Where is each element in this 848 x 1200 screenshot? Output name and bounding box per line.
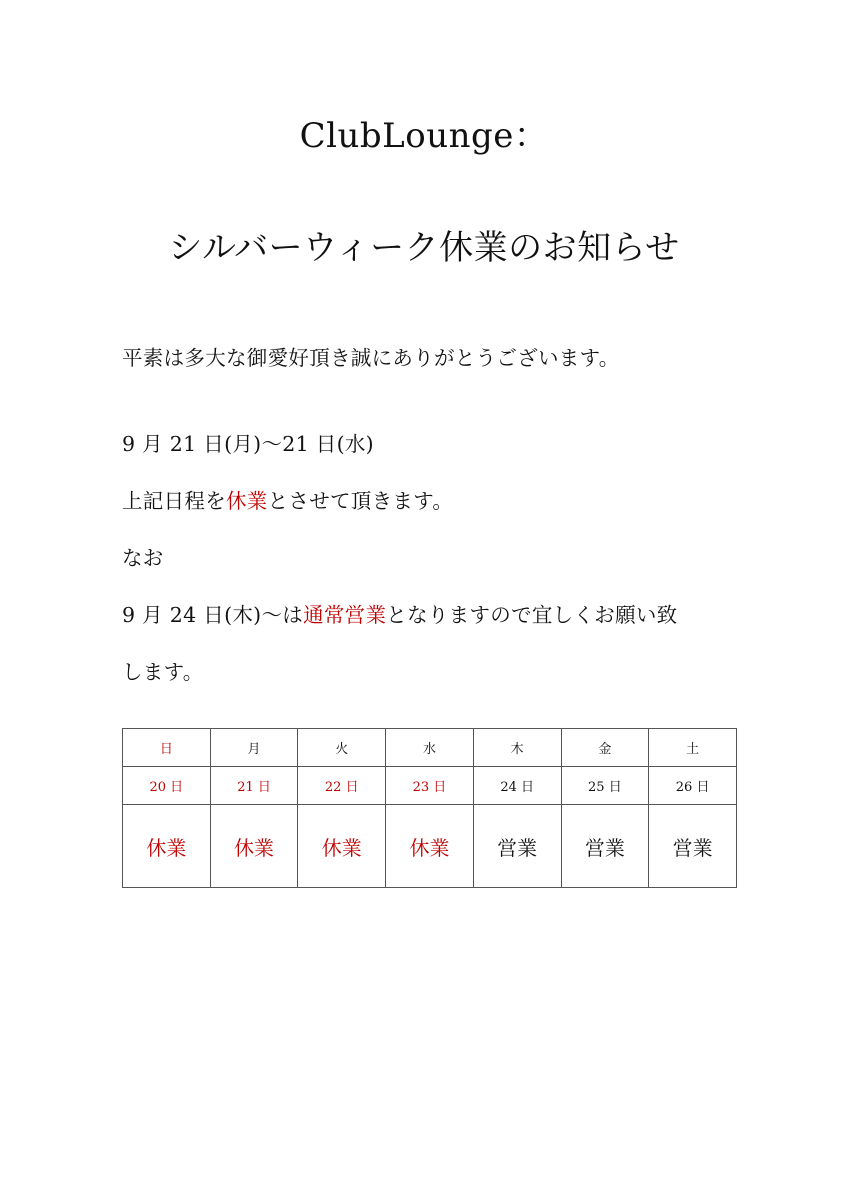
weekday-cell: 土 [649, 729, 737, 767]
closure-statement-suffix: とさせて頂きます。 [267, 489, 454, 513]
date-cell: 20 日 [123, 767, 211, 805]
date-cell: 26 日 [649, 767, 737, 805]
reopen-highlight: 通常営業 [303, 603, 387, 627]
weekday-cell: 金 [561, 729, 649, 767]
status-cell: 休業 [123, 805, 211, 888]
status-cell: 休業 [298, 805, 386, 888]
weekday-cell: 日 [123, 729, 211, 767]
status-cell: 営業 [649, 805, 737, 888]
status-cell: 休業 [386, 805, 474, 888]
date-cell: 25 日 [561, 767, 649, 805]
closed-date-range: 9 月 21 日(月)〜21 日(水) [122, 432, 374, 456]
date-cell: 21 日 [210, 767, 298, 805]
weekday-cell: 木 [473, 729, 561, 767]
closure-statement-prefix: 上記日程を [122, 489, 226, 513]
date-cell: 24 日 [473, 767, 561, 805]
date-row [123, 767, 737, 805]
page-title: ClubLounge： [299, 116, 549, 156]
status-cell: 営業 [473, 805, 561, 888]
reopen-statement-prefix: 9 月 24 日(木)〜は [122, 603, 304, 627]
reopen-statement-suffix: となりますので宜しくお願い致 [386, 603, 678, 627]
greeting-text: 平素は多大な御愛好頂き誠にありがとうございます。 [122, 346, 620, 370]
reopen-statement-end: します。 [122, 660, 204, 684]
date-cell: 23 日 [386, 767, 474, 805]
closure-statement [122, 484, 453, 514]
status-row [123, 805, 737, 888]
weekday-cell: 月 [210, 729, 298, 767]
closure-highlight: 休業 [226, 489, 268, 513]
weekday-cell: 火 [298, 729, 386, 767]
business-calendar-table [122, 728, 737, 888]
status-cell: 営業 [561, 805, 649, 888]
weekday-row [123, 729, 737, 767]
weekday-cell: 水 [386, 729, 474, 767]
page-subtitle: シルバーウィーク休業のお知らせ [168, 228, 680, 268]
date-cell: 22 日 [298, 767, 386, 805]
reopen-statement [122, 598, 677, 628]
status-cell: 休業 [210, 805, 298, 888]
note-label: なお [122, 546, 164, 570]
